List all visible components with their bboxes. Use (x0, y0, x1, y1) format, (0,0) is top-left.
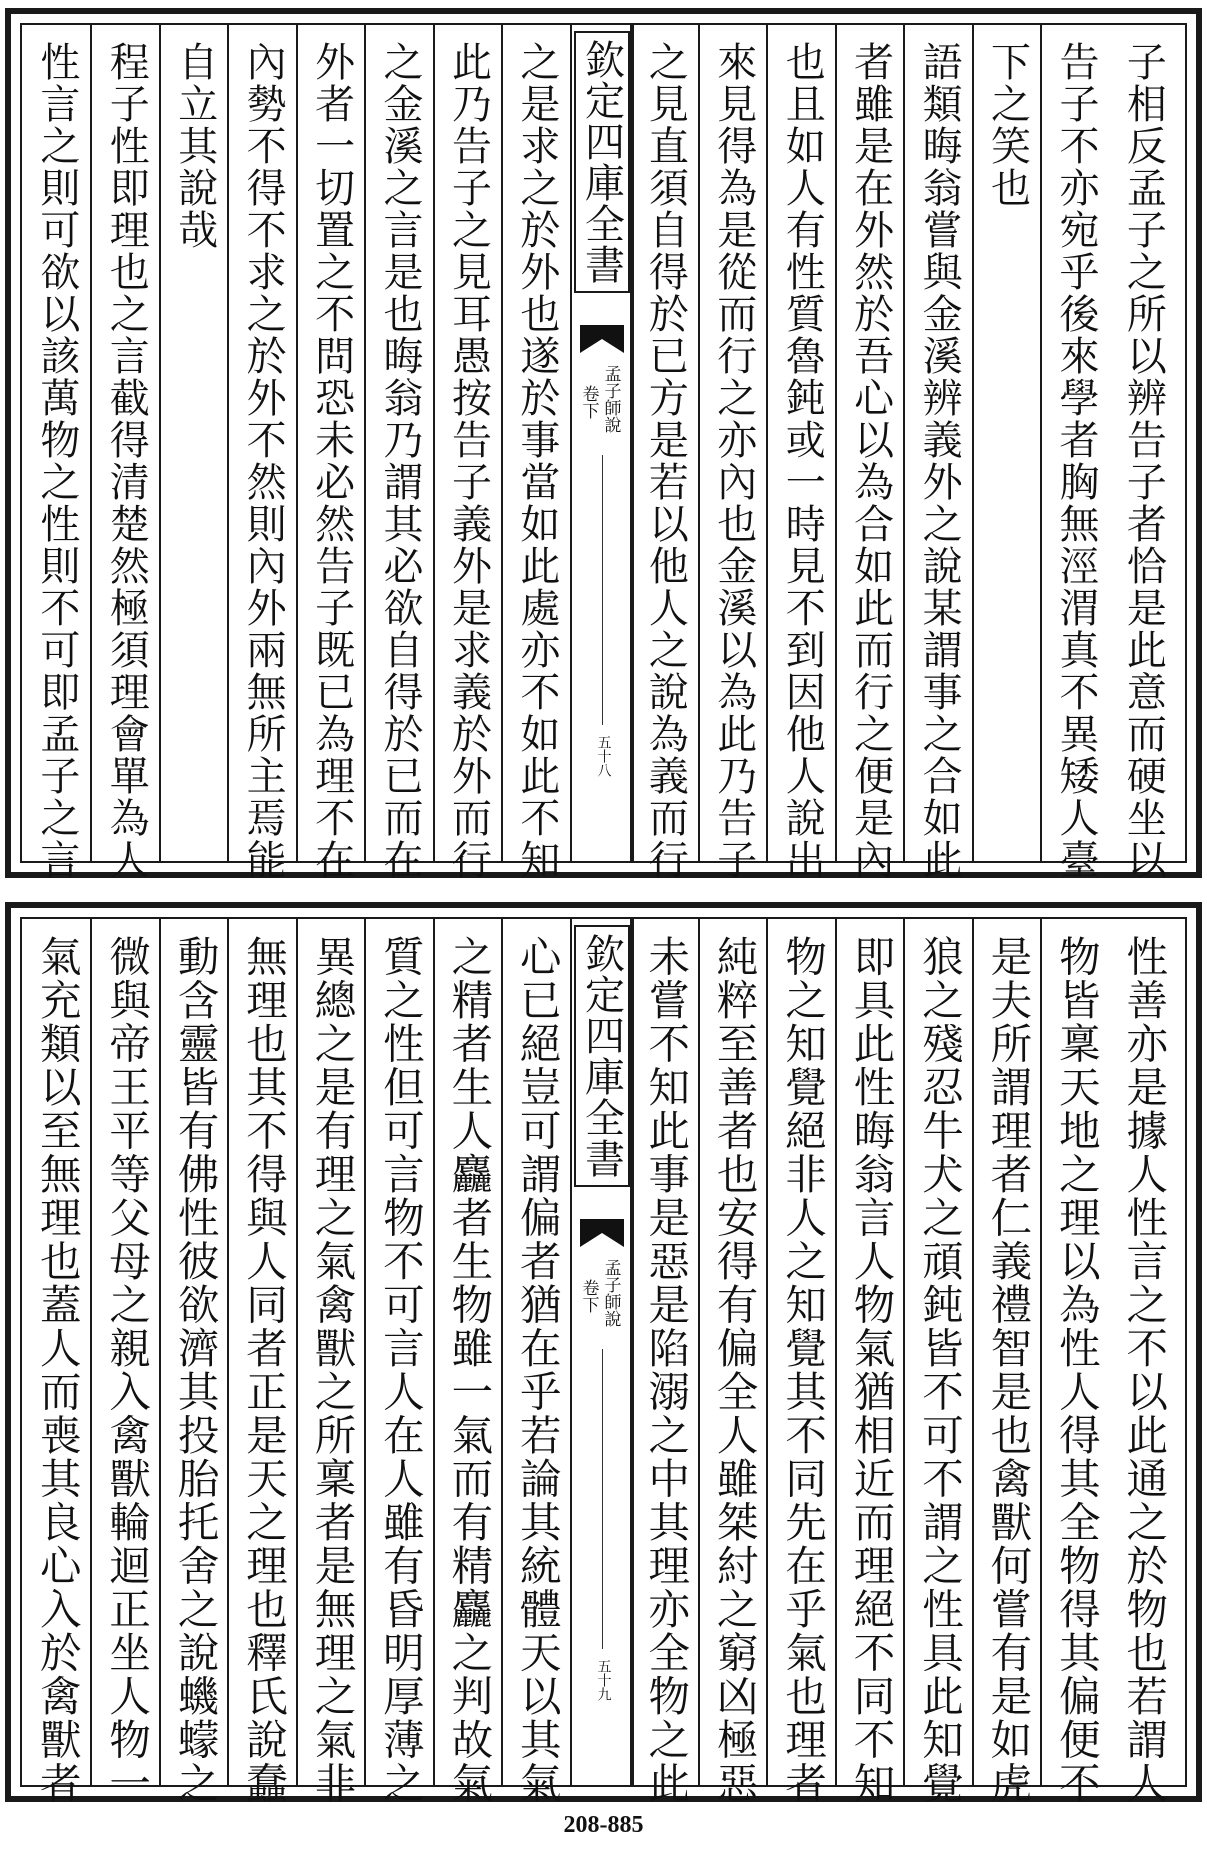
text-column (1040, 25, 1108, 881)
text-column (227, 919, 295, 1805)
text-column (159, 919, 227, 1805)
column-text: 動含靈皆有佛性彼欲濟其投胎托舍之說蟣蠓之 (170, 935, 220, 1805)
column-text: 之金溪之言是也晦翁乃謂其必欲自得於已而在 (377, 41, 424, 881)
text-column (766, 919, 834, 1805)
column-text: 也且如人有性質魯鈍或一時見不到因他人說出 (779, 41, 826, 881)
column-text: 程子性即理也之言截得清楚然極須理會單為人 (103, 41, 150, 881)
column-text: 氣充類以至無理也蓋人而喪其良心入於禽獸者 (32, 935, 82, 1805)
text-column (835, 919, 903, 1805)
page-number: 208-885 (563, 1812, 644, 1838)
text-column (433, 919, 501, 1805)
text-column (296, 919, 364, 1805)
running-title: 孟子師說 (600, 365, 621, 433)
text-column (972, 25, 1040, 861)
volume-label: 卷下 (578, 1279, 599, 1313)
text-column (766, 25, 834, 881)
column-text: 來見得為是從而行之亦內也金溪以為此乃告子 (710, 41, 757, 881)
fold-center-column (570, 25, 634, 861)
column-text: 之是求之於外也遂於事當如此處亦不如此不知 (513, 41, 560, 881)
bottom-leaf (5, 902, 1202, 1805)
text-column (364, 25, 432, 881)
text-column (296, 25, 364, 881)
fold-line (602, 1349, 603, 1649)
fishtail-mark-icon (580, 1219, 624, 1249)
column-text: 微與帝王平等父母之親入禽獸輪迴正坐人物一 (102, 935, 152, 1805)
column-text: 性言之則可欲以該萬物之性則不可即孟子之言 (33, 41, 80, 881)
text-column (972, 919, 1040, 1805)
text-column (90, 919, 158, 1805)
text-column (1109, 919, 1177, 1805)
bottom-leaf-frame (20, 917, 1187, 1805)
folio-number: 五十八 (595, 735, 612, 777)
column-text: 心已絕豈可謂偏者猶在乎若論其統體天以其氣 (512, 935, 562, 1805)
text-column (501, 919, 569, 1805)
column-text: 外者一切置之不問恐未必然告子既已為理不在 (308, 41, 355, 881)
column-text: 自立其說哉 (171, 41, 218, 251)
text-column (835, 25, 903, 881)
column-text: 性善亦是據人性言之不以此通之於物也若謂人 (1119, 935, 1169, 1805)
text-column (501, 25, 569, 881)
book-title: 欽定四庫全書 (574, 31, 630, 293)
text-column (903, 25, 971, 881)
text-column (433, 25, 501, 881)
folio-number: 五十九 (595, 1659, 612, 1701)
top-leaf-frame (20, 23, 1187, 881)
column-text: 物之知覺絕非人之知覺其不同先在乎氣也理者 (778, 935, 828, 1805)
column-text: 是夫所謂理者仁義禮智是也禽獸何嘗有是如虎 (983, 935, 1033, 1805)
column-text: 純粹至善者也安得有偏全人雖桀紂之窮凶極惡 (709, 935, 759, 1805)
column-text: 告子不亦宛乎後來學者胸無涇渭真不異矮人臺 (1052, 41, 1099, 881)
text-column (227, 25, 295, 881)
column-text: 狼之殘忍牛犬之頑鈍皆不可不謂之性具此知覺 (914, 935, 964, 1805)
column-text: 無理也其不得與人同者正是天之理也釋氏說蠢 (239, 935, 289, 1805)
column-text: 質之性但可言物不可言人在人雖有昏明厚薄之 (375, 935, 425, 1805)
column-text: 未嘗不知此事是惡是陷溺之中其理亦全物之此 (641, 935, 691, 1805)
column-text: 物皆稟天地之理以為性人得其全物得其偏便不 (1051, 935, 1101, 1805)
text-column (698, 25, 766, 881)
text-column (630, 919, 698, 1805)
column-text: 異總之是有理之氣禽獸之所稟者是無理之氣非 (307, 935, 357, 1805)
text-column (22, 25, 90, 881)
book-title: 欽定四庫全書 (574, 925, 630, 1187)
fold-line (602, 455, 603, 725)
volume-label: 卷下 (578, 385, 599, 419)
column-text: 內勢不得不求之於外不然則內外兩無所主焉能 (240, 41, 287, 881)
column-text: 子相反孟子之所以辨告子者恰是此意而硬坐以 (1120, 41, 1167, 881)
column-text: 之見直須自得於已方是若以他人之說為義而行 (642, 41, 689, 881)
text-column (1040, 919, 1108, 1805)
running-title: 孟子師說 (600, 1259, 621, 1327)
column-text: 即具此性晦翁言人物氣猶相近而理絕不同不知 (846, 935, 896, 1805)
text-column (698, 919, 766, 1805)
text-column (364, 919, 432, 1805)
fishtail-mark-icon (580, 325, 624, 355)
text-column (90, 25, 158, 881)
text-column (630, 25, 698, 881)
column-text: 此乃告子之見耳愚按告子義外是求義於外而行 (445, 41, 492, 881)
text-column (159, 25, 227, 861)
text-column (903, 919, 971, 1805)
top-leaf (5, 8, 1202, 881)
column-text: 語類晦翁嘗與金溪辨義外之說某謂事之合如此 (916, 41, 963, 881)
column-text: 者雖是在外然於吾心以為合如此而行之便是內 (847, 41, 894, 881)
column-text: 之精者生人麤者生物雖一氣而有精麤之判故氣 (444, 935, 494, 1805)
text-column (22, 919, 90, 1805)
text-column (1109, 25, 1177, 881)
column-text: 下之笑也 (984, 41, 1031, 209)
fold-center-column (570, 919, 634, 1785)
